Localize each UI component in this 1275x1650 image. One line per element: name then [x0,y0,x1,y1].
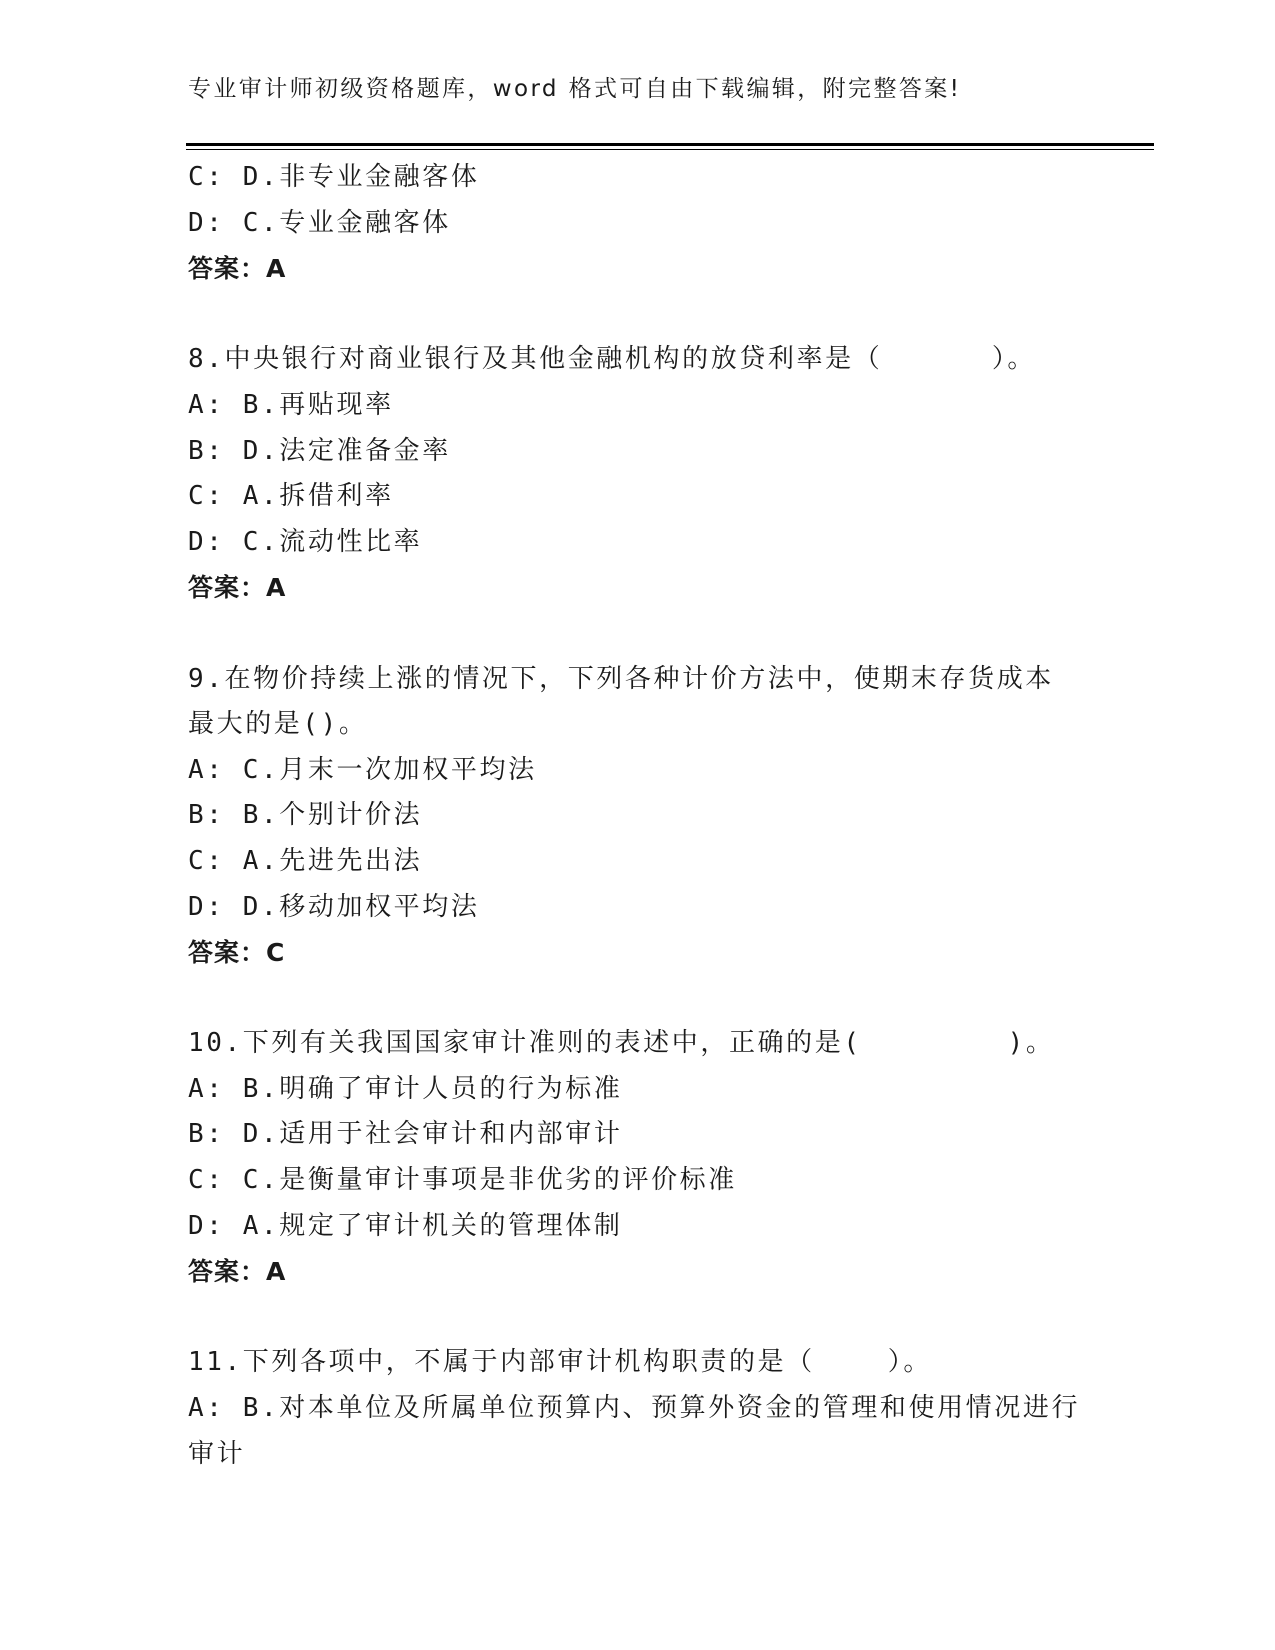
option-b: B: D.适用于社会审计和内部审计 [188,1119,623,1150]
spacer [188,1295,1088,1341]
option-c: C: A.拆借利率 [188,481,394,512]
option-c: C: D.非专业金融客体 [188,162,480,192]
option-a: A: B.再贴现率 [188,389,394,420]
page-header: 专业审计师初级资格题库，word 格式可自由下载编辑，附完整答案! [188,76,962,102]
question-8 [188,337,1088,611]
option-d: D: D.移动加权平均法 [188,891,480,922]
option-d: D: C.流动性比率 [188,526,423,557]
option-d: D: A.规定了审计机关的管理体制 [188,1210,623,1241]
option-c: C: C.是衡量审计事项是非优劣的评价标准 [188,1165,737,1196]
header-rule-thin [186,149,1154,150]
spacer [188,292,1088,338]
answer-line: 答案：A [188,254,287,284]
spacer [188,976,1088,1022]
question-stem: 11.下列各项中，不属于内部审计机构职责的是（ ）。 [188,1347,932,1378]
question-10 [188,1021,1088,1295]
question-9 [188,657,1088,976]
option-d: D: C.专业金融客体 [188,207,451,238]
option-a-line-2: 审计 [188,1438,246,1469]
option-c: C: A.先进先出法 [188,845,423,876]
option-a: A: C.月末一次加权平均法 [188,754,537,785]
option-a: A: B.明确了审计人员的行为标准 [188,1073,623,1104]
option-b: B: D.法定准备金率 [188,435,451,466]
question-stem-line-2: 最大的是()。 [188,709,368,740]
option-a-line-1: A: B.对本单位及所属单位预算内、预算外资金的管理和使用情况进行 [188,1393,1081,1424]
question-stem-line-1: 9.在物价持续上涨的情况下，下列各种计价方法中，使期末存货成本 [188,663,1054,694]
spacer [188,611,1088,657]
answer-line: 答案：A [188,573,287,603]
header-rule-thick [186,143,1154,146]
question-content [188,155,1088,1477]
answer-line: 答案：A [188,1257,287,1287]
option-b: B: B.个别计价法 [188,800,423,831]
answer-line: 答案：C [188,938,286,968]
question-7-tail [188,155,1088,292]
question-11 [188,1340,1088,1477]
question-stem: 8.中央银行对商业银行及其他金融机构的放贷利率是（ ）。 [188,344,1037,375]
question-stem: 10.下列有关我国国家审计准则的表述中，正确的是( )。 [188,1028,1055,1059]
